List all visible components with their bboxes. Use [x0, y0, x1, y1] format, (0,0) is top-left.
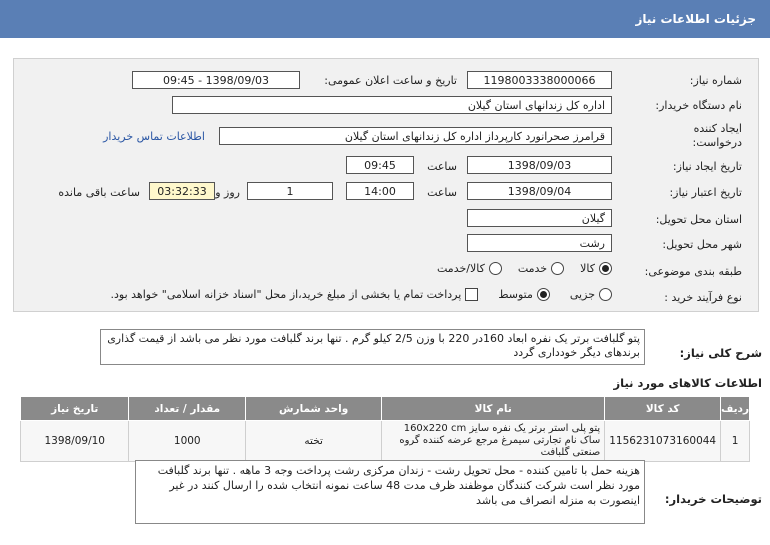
announce-field: 1398/09/03 - 09:45: [132, 71, 300, 89]
need-description-label: شرح کلی نیاز:: [679, 346, 762, 360]
purchase-option-minor[interactable]: جزیی: [570, 288, 612, 301]
create-date-label: تاریخ ایجاد نیاز:: [672, 160, 742, 173]
cell-qty: 1000: [129, 421, 246, 462]
city-label: شهر محل تحویل:: [662, 238, 742, 251]
category-label: طبقه بندی موضوعی:: [644, 265, 742, 278]
page-header: [0, 0, 770, 38]
create-date-field: 1398/09/03: [467, 156, 612, 174]
purchase-type-label: نوع فرآیند خرید :: [664, 291, 742, 304]
radio-empty-icon[interactable]: [599, 288, 612, 301]
buyer-org-field: اداره کل زندانهای استان گیلان: [172, 96, 612, 114]
need-number-label: شماره نیاز:: [689, 74, 742, 87]
cell-row: 1: [721, 421, 750, 462]
col-code: کد کالا: [605, 397, 721, 421]
goods-table-header: [21, 397, 750, 421]
create-time-field: 09:45: [346, 156, 414, 174]
cell-code: 1156231073160044: [605, 421, 721, 462]
province-label: استان محل تحویل:: [655, 213, 742, 226]
validity-date-field: 1398/09/04: [467, 182, 612, 200]
validity-time-field: 14:00: [346, 182, 414, 200]
day-and-label: روز و: [215, 186, 240, 199]
buyer-notes-label: توضیحات خریدار:: [664, 492, 762, 506]
buyer-org-label: نام دستگاه خریدار:: [655, 99, 742, 112]
radio-empty-icon[interactable]: [489, 262, 502, 275]
need-number-field: 1198003338000066: [467, 71, 612, 89]
creator-field: قرامرز صحرانورد کارپرداز اداره کل زندانهای استان گیلان: [219, 127, 612, 145]
creator-label-1: ایجاد کننده: [693, 122, 742, 135]
creator-label-2: درخواست:: [692, 136, 742, 149]
cell-unit: تخته: [246, 421, 382, 462]
radio-selected-icon[interactable]: [537, 288, 550, 301]
col-qty: مقدار / تعداد: [129, 397, 246, 421]
goods-table-wrap: [20, 396, 750, 462]
category-option-goods-service[interactable]: کالا/خدمت: [437, 262, 502, 275]
purchase-type-options: [111, 288, 612, 301]
col-row: ردیف: [721, 397, 750, 421]
create-time-label: ساعت: [427, 160, 457, 173]
checkbox-icon[interactable]: [465, 288, 478, 301]
col-date: تاریخ نیاز: [21, 397, 129, 421]
cell-date: 1398/09/10: [21, 421, 129, 462]
category-option-service[interactable]: خدمت: [518, 262, 564, 275]
buyer-notes-box: هزینه حمل با تامین کننده - محل تحویل رشت - زندان مرکزی رشت پرداخت وجه 3 ماهه . تنها برند گلبافت مورد نظر است شرکت کنندگان موظفند ظرف مدت 48 ساعت نمونه انتخاب شده را ارسال کنند در غیر اینصورت به منزله انصراف می باشد: [135, 460, 645, 524]
validity-date-label: تاریخ اعتبار نیاز:: [669, 186, 742, 199]
goods-section-title: اطلاعات کالاهای مورد نیاز: [613, 376, 762, 390]
radio-selected-icon[interactable]: [599, 262, 612, 275]
treasury-checkbox-option[interactable]: [111, 288, 479, 301]
category-options: [437, 262, 612, 275]
province-field: گیلان: [467, 209, 612, 227]
validity-time-label: ساعت: [427, 186, 457, 199]
remaining-time-field: 03:32:33: [149, 182, 215, 200]
radio-empty-icon[interactable]: [551, 262, 564, 275]
col-unit: واحد شمارش: [246, 397, 382, 421]
buyer-contact-link[interactable]: اطلاعات تماس خریدار: [103, 130, 205, 143]
days-field: 1: [247, 182, 333, 200]
table-row: [21, 421, 750, 462]
need-description-box: پتو گلبافت برتر یک نفره ابعاد 160در 220 با وزن 2/5 کیلو گرم . تنها برند گلبافت مورد نظر می باشد از قیمت گذاری برندهای دیگر خودداری گردد: [100, 329, 645, 365]
category-option-goods[interactable]: کالا: [580, 262, 612, 275]
purchase-option-medium[interactable]: متوسط: [498, 288, 550, 301]
announce-label: تاریخ و ساعت اعلان عمومی:: [324, 74, 457, 87]
page-title: جزئیات اطلاعات نیاز: [635, 12, 756, 26]
city-field: رشت: [467, 234, 612, 252]
cell-name: پتو پلی استر برتر یک نفره سایز 160x220 cm ساک نام تجارتی سیمرغ مرجع عرضه کننده گروه صنعتی گلبافت: [382, 421, 605, 462]
goods-table: [20, 396, 750, 462]
remaining-time-label: ساعت باقی مانده: [58, 186, 140, 199]
col-name: نام کالا: [382, 397, 605, 421]
treasury-note: پرداخت تمام یا بخشی از مبلغ خرید،از محل "اسناد خزانه اسلامی" خواهد بود.: [110, 288, 462, 301]
